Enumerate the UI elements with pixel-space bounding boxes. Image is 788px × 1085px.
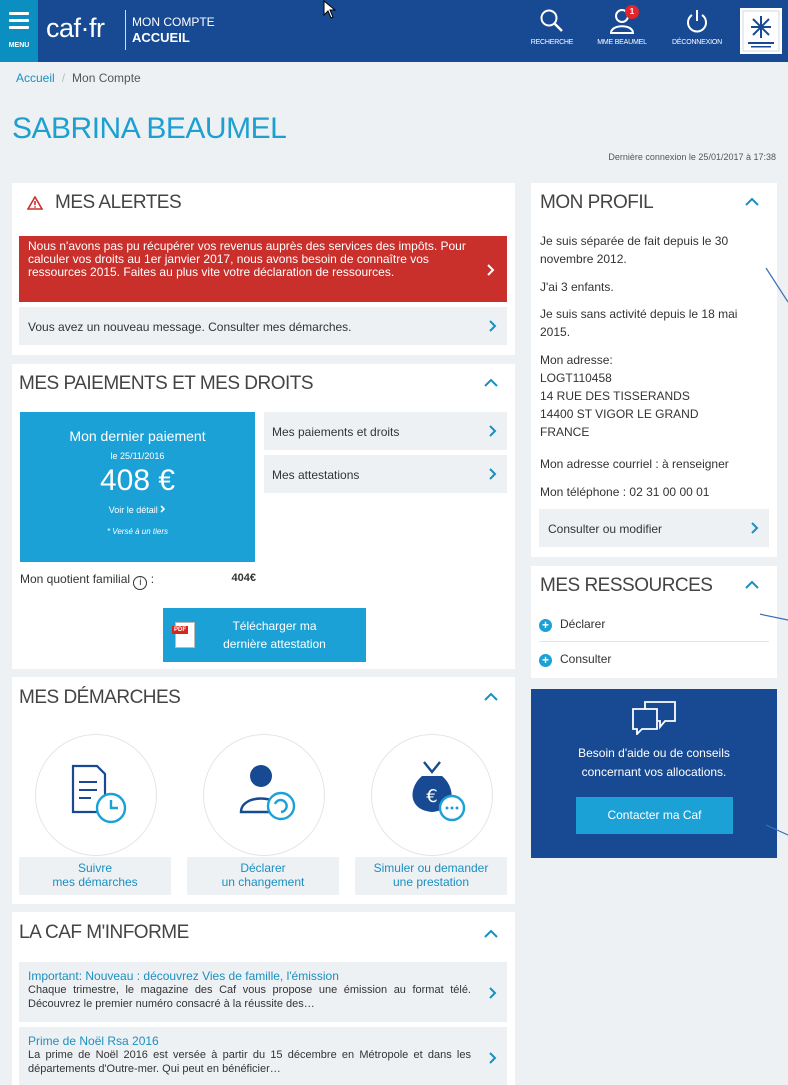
- payments-card: [12, 364, 515, 669]
- annotation-line: [760, 260, 788, 860]
- help-text-line2: concernant vos allocations.: [581, 765, 727, 779]
- declare-change-button[interactable]: [187, 857, 339, 895]
- last-payment-date: le 25/11/2016: [110, 451, 165, 461]
- link-payments-rights[interactable]: [264, 412, 507, 450]
- news-title: LA CAF M'INFORME: [19, 922, 189, 943]
- hamburger-icon: [9, 12, 29, 33]
- track-demarches-circle[interactable]: [35, 734, 157, 856]
- contact-caf-button[interactable]: Contacter ma Caf: [576, 797, 733, 834]
- chevron-right-icon: [489, 468, 497, 480]
- track-line1: Suivre: [77, 861, 112, 875]
- chevron-up-icon[interactable]: [484, 378, 498, 388]
- simulate-line2: une prestation: [392, 875, 470, 889]
- divider: [539, 641, 769, 642]
- resources-consult[interactable]: [539, 652, 611, 667]
- simulate-line1: Simuler ou demander: [373, 861, 489, 875]
- news-item[interactable]: [19, 1027, 507, 1085]
- top-header: [0, 0, 788, 62]
- payments-title: MES PAIEMENTS ET MES DROITS: [19, 373, 314, 394]
- user-refresh-icon: [237, 760, 299, 824]
- payment-note: * Versé à un tiers: [106, 527, 169, 536]
- info-icon[interactable]: i: [133, 576, 147, 590]
- resources-consult-label: Consulter: [560, 652, 612, 666]
- last-payment-amount: 408 €: [99, 464, 176, 497]
- help-box: [531, 689, 777, 858]
- link-payments-rights-label: Mes paiements et droits: [272, 425, 400, 439]
- profile-card: [531, 183, 777, 557]
- news-headline: Prime de Noël Rsa 2016: [28, 1034, 159, 1048]
- breadcrumb-home[interactable]: Accueil: [16, 71, 55, 85]
- help-text-line1: Besoin d'aide ou de conseils: [578, 746, 730, 760]
- profile-address: [540, 351, 768, 441]
- profile-edit-link[interactable]: [539, 509, 769, 547]
- republic-logo: [740, 8, 782, 54]
- download-attestation-button[interactable]: [163, 608, 366, 662]
- profile-situation: Je suis séparée de fait depuis le 30 novembre 2012.: [540, 234, 729, 266]
- alerts-card: [12, 183, 515, 355]
- pdf-icon: PDF: [175, 622, 195, 648]
- resources-declare-label: Déclarer: [560, 617, 606, 631]
- caf-logo[interactable]: caf·fr: [46, 13, 105, 43]
- demarches-card: [12, 677, 515, 904]
- breadcrumb-current: Mon Compte: [72, 71, 141, 85]
- declare-line2: un changement: [221, 875, 305, 889]
- breadcrumb: [16, 71, 141, 85]
- address-label: Mon adresse:: [540, 353, 613, 367]
- logo-divider: [125, 10, 126, 50]
- nav-logout-label: DÉCONNEXION: [672, 39, 722, 46]
- nav-user[interactable]: [589, 8, 655, 46]
- profile-email: Mon adresse courriel : à renseigner: [540, 457, 729, 471]
- quotient-label: Mon quotient familial: [20, 572, 131, 586]
- profile-children: J'ai 3 enfants.: [540, 280, 614, 294]
- resources-declare[interactable]: [539, 617, 605, 632]
- mouse-cursor-icon: [323, 0, 339, 20]
- menu-button[interactable]: [0, 0, 38, 62]
- quotient-value: 404€: [231, 572, 256, 584]
- download-line2: dernière attestation: [223, 637, 326, 651]
- last-payment-title: Mon dernier paiement: [69, 428, 206, 444]
- chat-bubbles-icon: [630, 699, 678, 735]
- chevron-right-icon: [489, 320, 497, 332]
- nav-user-label: MME BEAUMEL: [597, 39, 647, 46]
- track-demarches-button[interactable]: [19, 857, 171, 895]
- chevron-right-icon: [487, 264, 495, 276]
- chevron-right-icon: [751, 522, 759, 534]
- help-text: [531, 744, 777, 782]
- resources-card: [531, 566, 777, 678]
- simulate-request-button[interactable]: [355, 857, 507, 895]
- chevron-right-icon: [489, 987, 497, 999]
- chevron-up-icon[interactable]: [484, 692, 498, 702]
- warning-icon: [27, 196, 43, 210]
- message-alert[interactable]: [19, 307, 507, 345]
- app-title-line2: ACCUEIL: [132, 30, 190, 45]
- chevron-up-icon[interactable]: [484, 929, 498, 939]
- payment-detail-label: Voir le détail: [108, 505, 158, 515]
- power-icon: [684, 8, 710, 34]
- svg-text:€: €: [426, 786, 438, 807]
- last-payment-tile[interactable]: [20, 412, 255, 562]
- profile-title: MON PROFIL: [540, 192, 654, 213]
- declare-line1: Déclarer: [240, 861, 286, 875]
- notification-badge: 1: [625, 5, 639, 19]
- plus-icon: +: [539, 654, 552, 667]
- download-line1: Télécharger ma: [232, 619, 317, 633]
- nav-logout[interactable]: [664, 8, 730, 46]
- chevron-right-icon: [160, 505, 166, 513]
- address-line3: 14400 ST VIGOR LE GRAND: [540, 407, 699, 421]
- chevron-right-icon: [489, 425, 497, 437]
- app-title: [132, 14, 215, 46]
- urgent-alert[interactable]: [19, 236, 507, 302]
- track-line2: mes démarches: [52, 875, 138, 889]
- nav-search-label: RECHERCHE: [530, 39, 574, 46]
- last-connection: Dernière connexion le 25/01/2017 à 17:38: [608, 152, 776, 162]
- payment-detail-link[interactable]: [20, 505, 255, 515]
- alerts-title: MES ALERTES: [55, 192, 182, 213]
- urgent-alert-text: Nous n'avons pas pu récupérer vos revenus auprès des services des impôts. Pour calculer vos droits au 1er janvier 2017, nous avons besoin de connaître vos ressources 2015. Faites au plus vite votre déclaration de ressources.: [28, 239, 466, 279]
- address-line4: FRANCE: [540, 425, 590, 439]
- breadcrumb-separator: /: [61, 71, 66, 85]
- profile-activity: Je suis sans activité depuis le 18 mai 2015.: [540, 307, 738, 339]
- link-attestations-label: Mes attestations: [272, 468, 360, 482]
- link-attestations[interactable]: [264, 455, 507, 493]
- declare-change-circle[interactable]: [203, 734, 325, 856]
- demarches-title: MES DÉMARCHES: [19, 687, 181, 708]
- quotient-familial: Mon quotient familial i : 404€: [20, 572, 256, 588]
- document-clock-icon: [69, 762, 131, 826]
- profile-edit-label: Consulter ou modifier: [548, 522, 663, 536]
- profile-phone: Mon téléphone : 02 31 00 00 01: [540, 485, 710, 499]
- news-headline: Important: Nouveau : découvrez Vies de famille, l'émission: [28, 969, 339, 983]
- page-title: SABRINA BEAUMEL: [12, 112, 287, 145]
- chevron-right-icon: [489, 1052, 497, 1064]
- news-body: Chaque trimestre, le magazine des Caf vous propose une émission au format télé. Découvrez le premier numéro consacré à la réussite des…: [28, 984, 471, 1010]
- address-line2: 14 RUE DES TISSERANDS: [540, 389, 690, 403]
- plus-icon: +: [539, 619, 552, 632]
- menu-label: MENU: [8, 42, 30, 49]
- news-body: La prime de Noël 2016 est versée à partir du 15 décembre en Métropole et dans les départements d'Outre-mer. Qui peut en bénéficier…: [28, 1049, 471, 1075]
- money-bag-chat-icon: [404, 758, 468, 824]
- news-item[interactable]: [19, 962, 507, 1022]
- chevron-up-icon[interactable]: [745, 580, 759, 590]
- resources-title: MES RESSOURCES: [540, 575, 713, 596]
- chevron-up-icon[interactable]: [745, 197, 759, 207]
- address-line1: LOGT110458: [540, 371, 612, 385]
- message-alert-text: Vous avez un nouveau message. Consulter mes démarches.: [28, 320, 352, 334]
- app-title-line1: MON COMPTE: [132, 15, 215, 29]
- simulate-request-circle[interactable]: [371, 734, 493, 856]
- nav-search[interactable]: [519, 8, 585, 46]
- news-card: [12, 912, 515, 1085]
- search-icon: [539, 8, 565, 34]
